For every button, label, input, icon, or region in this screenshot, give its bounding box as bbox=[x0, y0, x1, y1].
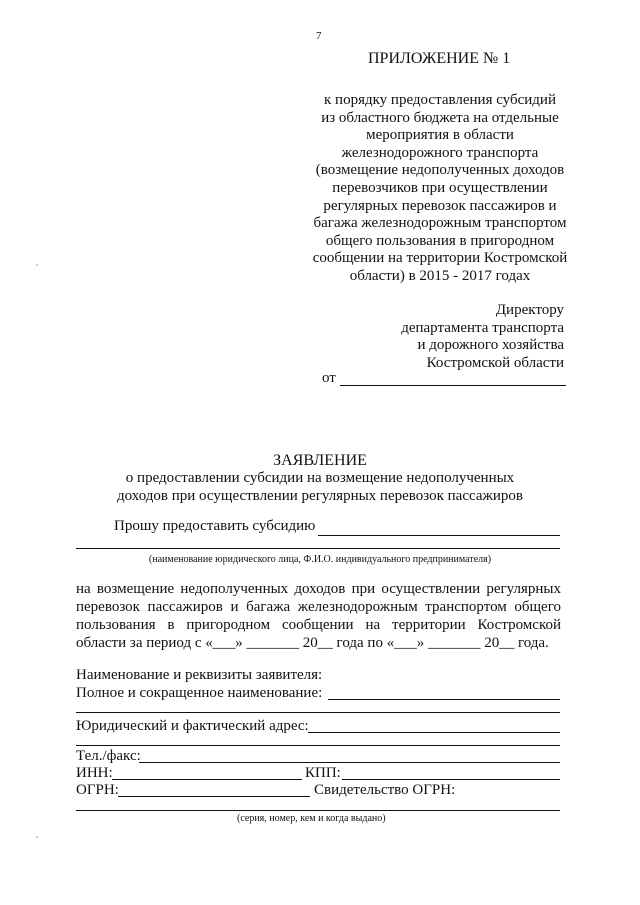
appendix-line: перевозчиков при осуществлении bbox=[332, 179, 548, 196]
certificate-field-line[interactable] bbox=[76, 810, 560, 811]
appendix-line: багажа железнодорожным транспортом bbox=[313, 215, 567, 232]
ogrn-label: ОГРН: bbox=[76, 782, 119, 798]
appendix-line: сообщении на территории Костромской bbox=[312, 250, 568, 267]
kpp-field-line[interactable] bbox=[342, 779, 560, 780]
phone-label: Тел./факс: bbox=[76, 748, 141, 764]
appendix-title: ПРИЛОЖЕНИЕ № 1 bbox=[368, 50, 511, 67]
phone-field-line[interactable] bbox=[139, 762, 560, 763]
certificate-label: Свидетельство ОГРН: bbox=[314, 782, 456, 798]
applicant-heading: Наименование и реквизиты заявителя: bbox=[76, 667, 323, 683]
appendix-description bbox=[296, 92, 584, 286]
subsidy-field-line[interactable] bbox=[318, 535, 560, 536]
statement-subtitle-line: о предоставлении субсидии на возмещение недополученных bbox=[125, 470, 515, 486]
addressee-line: Костромской области bbox=[426, 354, 564, 371]
addressee-line: департамента транспорта bbox=[401, 319, 564, 336]
appendix-line: области) в 2015 - 2017 годах bbox=[349, 267, 531, 284]
kpp-label: КПП: bbox=[305, 765, 341, 781]
from-field-line[interactable] bbox=[340, 385, 566, 386]
inn-label: ИНН: bbox=[76, 765, 113, 781]
statement-paragraph: на возмещение недополученных доходов при осуществлении регулярных перевозок пассажиров и багажа железнодорожным транспортом общего пользования в пригородном сообщении на территории Костромской области за период с «___» _______ 20__ года по «___» _______ 20__ года. bbox=[76, 581, 561, 651]
statement-title: ЗАЯВЛЕНИЕ bbox=[273, 452, 367, 469]
address-field-line-2[interactable] bbox=[76, 745, 560, 746]
full-name-label: Полное и сокращенное наименование: bbox=[76, 685, 323, 701]
applicant-name-caption: (наименование юридического лица, Ф.И.О. индивидуального предпринимателя) bbox=[148, 554, 492, 565]
full-name-field-line[interactable] bbox=[328, 699, 560, 700]
applicant-name-field-line[interactable] bbox=[76, 548, 560, 549]
inn-field-line[interactable] bbox=[112, 779, 302, 780]
ogrn-field-line[interactable] bbox=[118, 796, 310, 797]
appendix-line: железнодорожного транспорта bbox=[341, 144, 539, 161]
address-label: Юридический и фактический адрес: bbox=[76, 718, 309, 734]
addressee-line: и дорожного хозяйства bbox=[417, 337, 564, 354]
appendix-line: к порядку предоставления субсидий bbox=[324, 92, 556, 108]
page-number: 7 bbox=[316, 30, 322, 42]
addressee-line: Директору bbox=[495, 302, 564, 318]
appendix-line: регулярных перевозок пассажиров и bbox=[323, 197, 557, 214]
address-field-line[interactable] bbox=[308, 732, 560, 733]
scan-speck bbox=[36, 264, 38, 266]
statement-subtitle-line: доходов при осуществлении регулярных перевозок пассажиров bbox=[117, 487, 523, 504]
scan-speck bbox=[36, 836, 38, 838]
appendix-line: из областного бюджета на отдельные bbox=[321, 109, 559, 126]
appendix-line: (возмещение недополученных доходов bbox=[315, 162, 565, 179]
appendix-line: мероприятия в области bbox=[366, 127, 514, 144]
certificate-caption: (серия, номер, кем и когда выдано) bbox=[237, 813, 386, 824]
addressee-block bbox=[401, 302, 564, 372]
full-name-field-line-2[interactable] bbox=[76, 712, 560, 713]
request-label: Прошу предоставить субсидию bbox=[114, 518, 316, 534]
statement-subtitle bbox=[0, 470, 640, 505]
from-label: от bbox=[322, 370, 336, 386]
appendix-line: общего пользования в пригородном bbox=[325, 232, 555, 249]
